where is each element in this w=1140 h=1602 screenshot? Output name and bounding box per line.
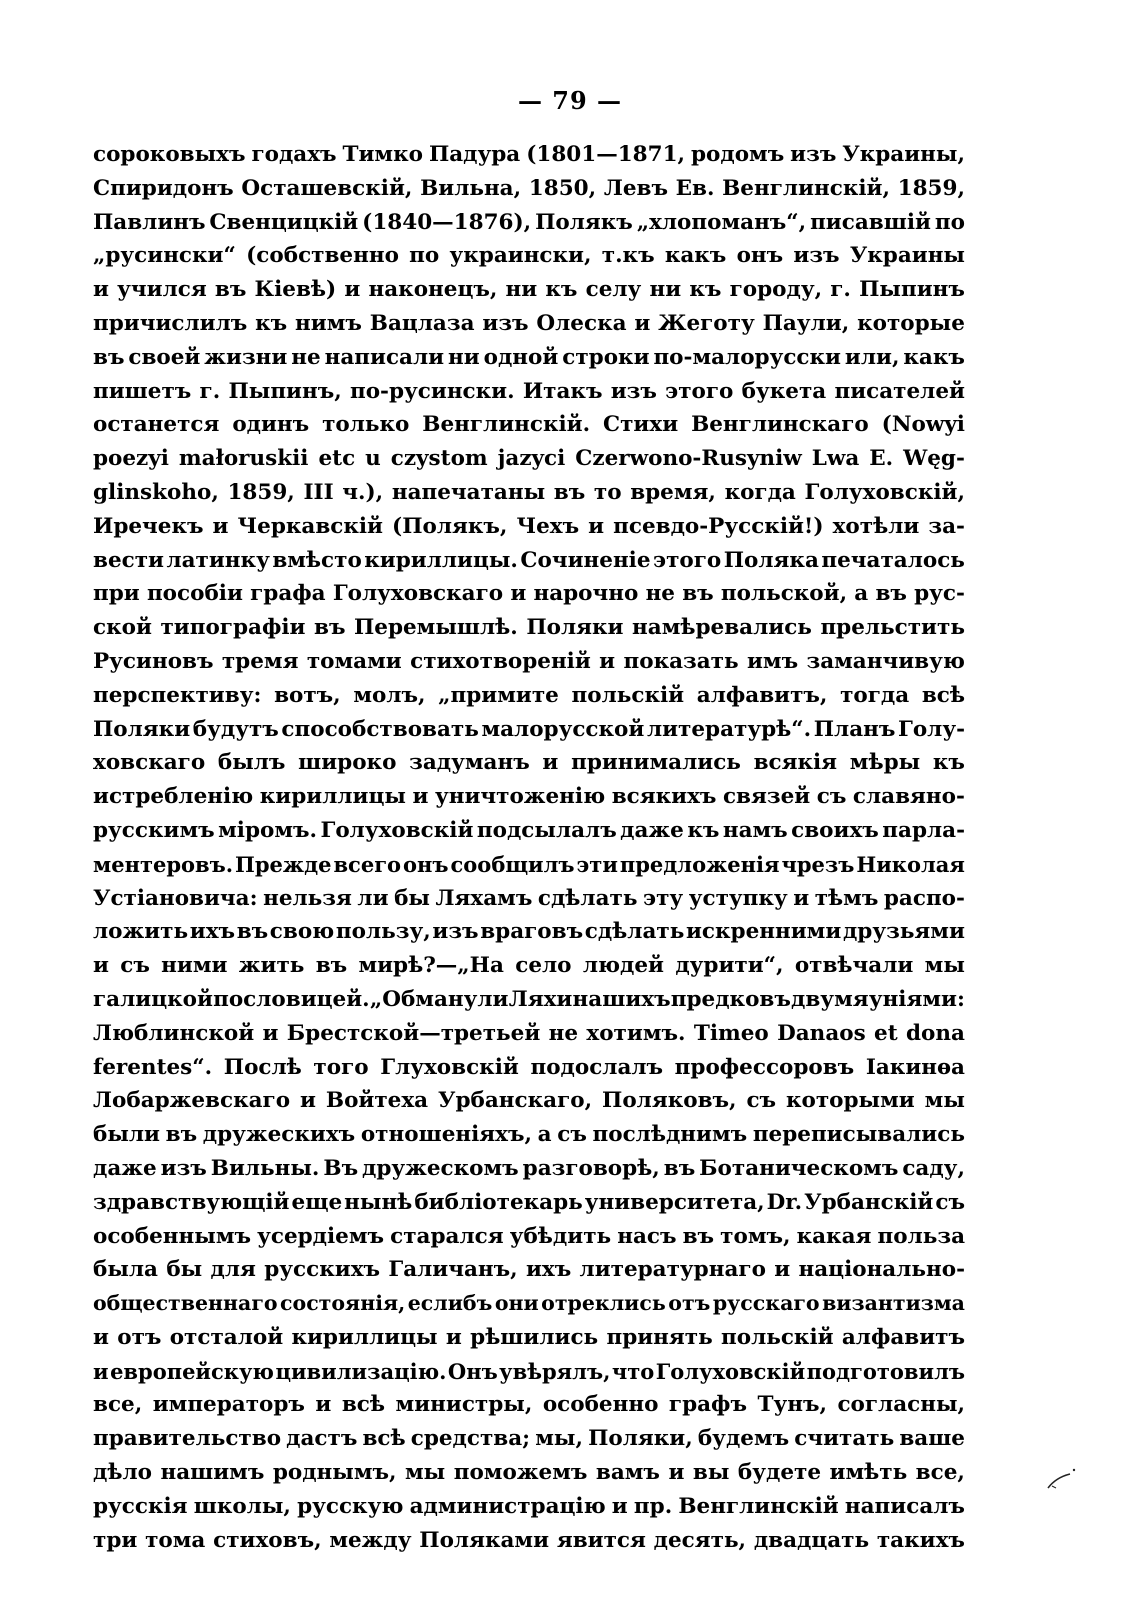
text-line: общественнаго состоянія, еслибъ они отреклись отъ русскаго византизма xyxy=(93,1291,965,1316)
text-line: была бы для русскихъ Галичанъ, ихъ литературнаго и національно- xyxy=(93,1257,965,1283)
text-line: три тома стиховъ, между Поляками явится десять, двадцать такихъ xyxy=(93,1527,965,1553)
text-line: и съ ними жить въ мирѣ?—„На село людей дурити“, отвѣчали мы xyxy=(93,953,965,979)
text-line: особеннымъ усердіемъ старался убѣдить насъ въ томъ, какая польза xyxy=(93,1223,965,1249)
text-line: все, императоръ и всѣ министры, особенно графъ Тунъ, согласны, xyxy=(93,1392,965,1418)
text-line: останется одинъ только Венглинскій. Стихи Венглинскаго (Nowyi xyxy=(93,412,965,438)
text-line: истребленію кириллицы и уничтоженію всякихъ связей съ славяно- xyxy=(93,784,965,810)
text-line: Русиновъ тремя томами стихотвореній и показать имъ заманчивую xyxy=(93,648,965,674)
text-line: ской типографіи въ Перемышлѣ. Поляки намѣревались прельстить xyxy=(93,615,965,641)
ink-mark xyxy=(1040,1462,1080,1502)
text-line: Павлинъ Свенцицкій (1840—1876), Полякъ „хлопоманъ“, писавшій по xyxy=(93,209,965,235)
text-line: и европейскую цивилизацію. Онъ увѣрялъ, что Голуховскій подготовилъ xyxy=(93,1358,965,1384)
text-line: были въ дружескихъ отношеніяхъ, а съ послѣднимъ переписывались xyxy=(93,1122,965,1148)
text-line: русскія школы, русскую администрацію и пр. Венглинскій написалъ xyxy=(93,1493,965,1519)
text-line: Устіановича: нельзя ли бы Ляхамъ сдѣлать эту уступку и тѣмъ распо- xyxy=(93,885,965,911)
body-text xyxy=(93,138,965,1557)
text-line: перспективу: вотъ, молъ, „примите польскій алфавитъ, тогда всѣ xyxy=(93,682,965,708)
text-line: пишетъ г. Пыпинъ, по-русински. Итакъ изъ этого букета писателей xyxy=(93,378,965,404)
page-number: — 79 — xyxy=(517,86,623,115)
text-line: poezyi małoruskii etc u czystom jazyci Czerwono-Rusyniw Lwa E. Węg- xyxy=(93,446,965,472)
text-line: Лобаржевскаго и Войтеха Урбанскаго, Поляковъ, съ которыми мы xyxy=(93,1088,965,1114)
text-line: причислилъ къ нимъ Вацлаза изъ Олеска и Жеготу Паули, которые xyxy=(93,310,965,336)
text-line: ложить ихъ въ свою пользу, изъ враговъ сдѣлать искренними друзьями xyxy=(93,919,965,945)
text-line: правительство дастъ всѣ средства; мы, Поляки, будемъ считать ваше xyxy=(93,1426,965,1452)
text-line: ховскаго былъ широко задуманъ и принимались всякія мѣры къ xyxy=(93,750,965,776)
text-line: вести латинку вмѣсто кириллицы. Сочиненіе этого Поляка печаталось xyxy=(93,547,965,573)
text-line: въ своей жизни не написали ни одной строки по-малорусски или, какъ xyxy=(93,344,965,370)
text-line: ferentes“. Послѣ того Глуховскій подослалъ профессоровъ Іакинѳа xyxy=(93,1054,965,1080)
text-line: галицкой пословицей. „Обманули Ляхи нашихъ предковъ двумя уніями: xyxy=(93,986,965,1012)
text-line: glinskoho, 1859, III ч.), напечатаны въ то время, когда Голуховскій, xyxy=(93,479,965,505)
text-line: ментеровъ. Прежде всего онъ сообщилъ эти предложенія чрезъ Николая xyxy=(93,851,965,877)
text-line: при пособіи графа Голуховскаго и нарочно не въ польской, а въ рус- xyxy=(93,581,965,607)
text-line: здравствующій еще нынѣ библіотекарь университета, Dr. Урбанскій съ xyxy=(93,1189,965,1215)
text-line: Люблинской и Брестской—третьей не хотимъ. Timeo Danaos et dona xyxy=(93,1020,965,1046)
text-line: Поляки будутъ способствовать малорусской литературѣ“. Планъ Голу- xyxy=(93,716,965,742)
text-line: дѣло нашимъ роднымъ, мы поможемъ вамъ и вы будете имѣть все, xyxy=(93,1460,965,1486)
text-line: „русински“ (собственно по украински, т.къ какъ онъ изъ Украины xyxy=(93,243,965,269)
text-line: Иречекъ и Черкавскій (Полякъ, Чехъ и псевдо-Русскій!) хотѣли за- xyxy=(93,513,965,539)
text-line: даже изъ Вильны. Въ дружескомъ разговорѣ, въ Ботаническомъ саду, xyxy=(93,1155,965,1181)
text-line: Спиридонъ Осташевскій, Вильна, 1850, Левъ Ев. Венглинскій, 1859, xyxy=(93,175,965,201)
text-line: и учился въ Кіевѣ) и наконецъ, ни къ селу ни къ городу, г. Пыпинъ xyxy=(93,277,965,303)
text-line: русскимъ міромъ. Голуховскій подсылалъ даже къ намъ своихъ парла- xyxy=(93,817,965,843)
text-line: сороковыхъ годахъ Тимко Падура (1801—1871, родомъ изъ Украины, xyxy=(93,142,965,167)
text-line: и отъ отсталой кириллицы и рѣшились принять польскій алфавитъ xyxy=(93,1324,965,1350)
